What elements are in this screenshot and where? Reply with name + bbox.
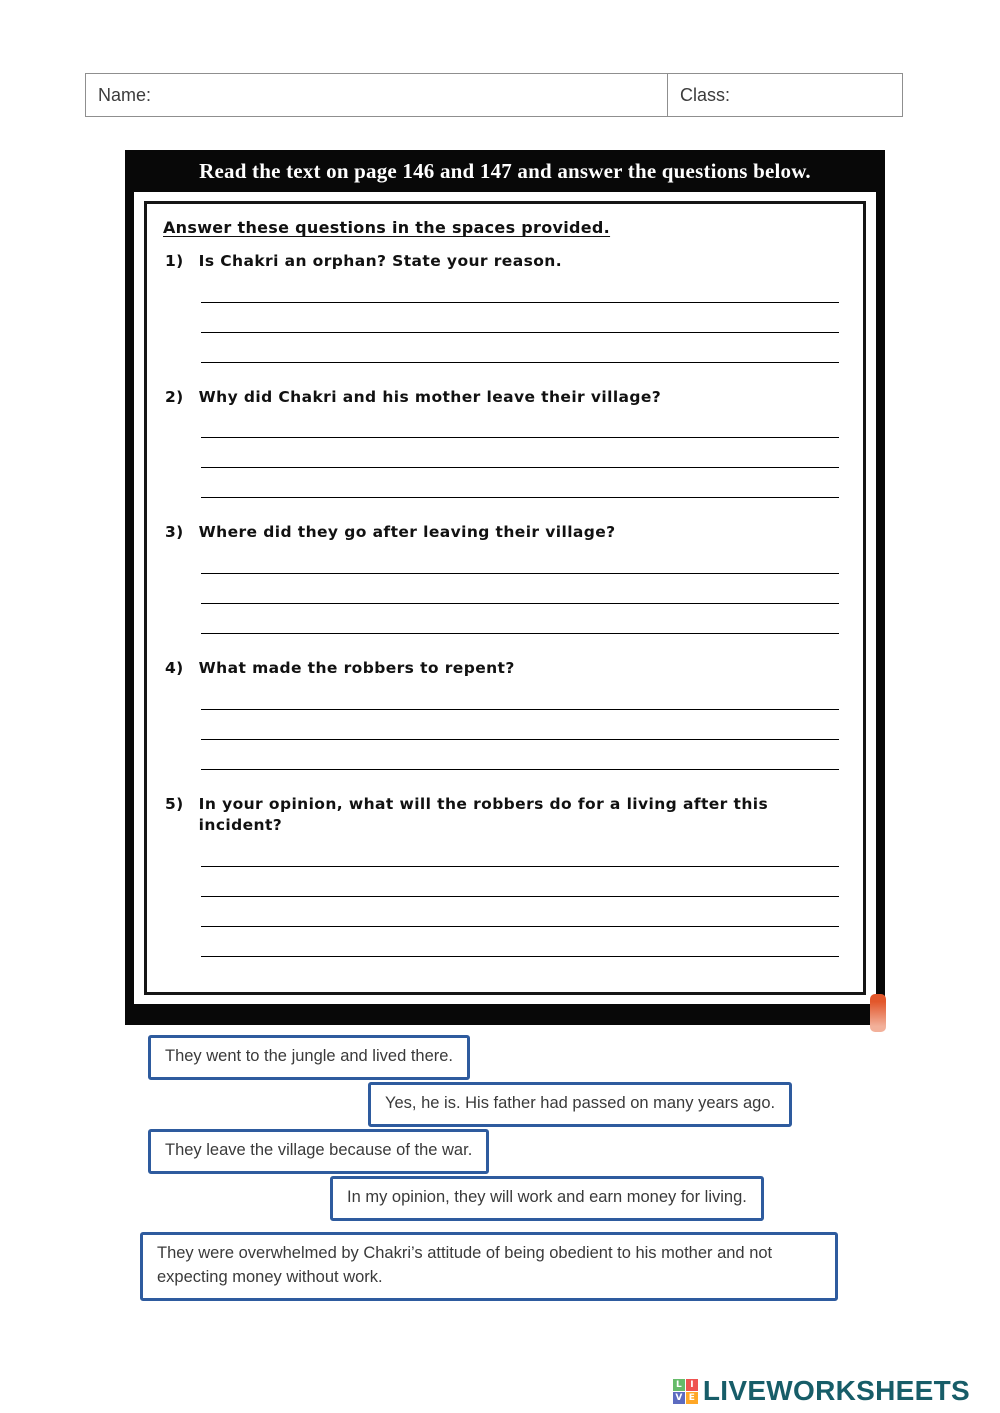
question-head: [163, 251, 843, 273]
question-number: 1): [165, 252, 184, 270]
question-text: Why did Chakri and his mother leave their village?: [198, 387, 662, 406]
answer-blank-line[interactable]: [201, 604, 839, 634]
answer-blank-line[interactable]: [201, 867, 839, 897]
name-class-table: [85, 73, 903, 117]
answer-blank-line[interactable]: [201, 680, 839, 710]
question-text: Where did they go after leaving their village?: [198, 523, 616, 542]
answer-blank-line[interactable]: [201, 438, 839, 468]
question: [163, 387, 843, 499]
draggable-answer-box[interactable]: In my opinion, they will work and earn money for living.: [330, 1176, 764, 1221]
worksheet-banner: Read the text on page 146 and 147 and answer the questions below.: [199, 158, 811, 183]
answer-blank-line[interactable]: [201, 544, 839, 574]
answer-blank-line[interactable]: [201, 468, 839, 498]
answer-blank-line[interactable]: [201, 837, 839, 867]
question-text: In your opinion, what will the robbers do for a living after this incident?: [198, 794, 769, 835]
question-head: [163, 794, 843, 837]
question-number: 3): [165, 523, 184, 542]
liveworksheets-logo-icon: [673, 1379, 698, 1404]
answer-blank-line[interactable]: [201, 574, 839, 604]
logo-cell: I: [686, 1379, 698, 1391]
logo-cell: L: [673, 1379, 685, 1391]
class-field[interactable]: [668, 74, 902, 116]
question-answer-lines: [201, 273, 839, 363]
worksheet-frame: [125, 150, 885, 1025]
liveworksheets-brand: LIVEWORKSHEETS: [702, 1375, 970, 1406]
draggable-answer-box[interactable]: They were overwhelmed by Chakri’s attitude of being obedient to his mother and not expecting money without work.: [140, 1232, 838, 1301]
answer-blank-line[interactable]: [201, 897, 839, 927]
question: [163, 658, 843, 770]
question-number: 5): [165, 794, 184, 813]
instruction-heading: Answer these questions in the spaces provided.: [163, 218, 611, 237]
question: [163, 794, 843, 957]
draggable-answer-box[interactable]: They went to the jungle and lived there.: [148, 1035, 470, 1080]
answer-blank-line[interactable]: [201, 740, 839, 770]
answer-blank-line[interactable]: [201, 333, 839, 363]
class-label: Class:: [680, 84, 731, 105]
logo-cell: V: [673, 1392, 685, 1404]
draggable-answer-box[interactable]: They leave the village because of the war.: [148, 1129, 489, 1174]
question-text: What made the robbers to repent?: [198, 659, 515, 678]
answers-area: [0, 1032, 1000, 1332]
question-number: 2): [165, 387, 184, 406]
question-answer-lines: [201, 408, 839, 498]
liveworksheets-footer: [673, 1375, 970, 1407]
worksheet-body: [134, 192, 876, 1004]
draggable-answer-box[interactable]: Yes, he is. His father had passed on many years ago.: [368, 1082, 792, 1127]
answer-blank-line[interactable]: [201, 303, 839, 333]
question-number: 4): [165, 659, 184, 678]
questions-list: [163, 251, 843, 957]
question-answer-lines: [201, 680, 839, 770]
logo-cell: E: [686, 1392, 698, 1404]
answer-blank-line[interactable]: [201, 273, 839, 303]
answer-blank-line[interactable]: [201, 927, 839, 957]
question-answer-lines: [201, 544, 839, 634]
question-head: [163, 658, 843, 680]
answer-blank-line[interactable]: [201, 408, 839, 438]
question-head: [163, 387, 843, 409]
answer-blank-line[interactable]: [201, 710, 839, 740]
name-field[interactable]: [86, 74, 668, 116]
corner-decoration: [870, 994, 886, 1032]
name-label: Name:: [98, 84, 152, 105]
question: [163, 251, 843, 363]
question-answer-lines: [201, 837, 839, 957]
question-text: Is Chakri an orphan? State your reason.: [198, 252, 562, 270]
question-head: [163, 522, 843, 544]
question: [163, 522, 843, 634]
questions-box: [144, 201, 866, 995]
